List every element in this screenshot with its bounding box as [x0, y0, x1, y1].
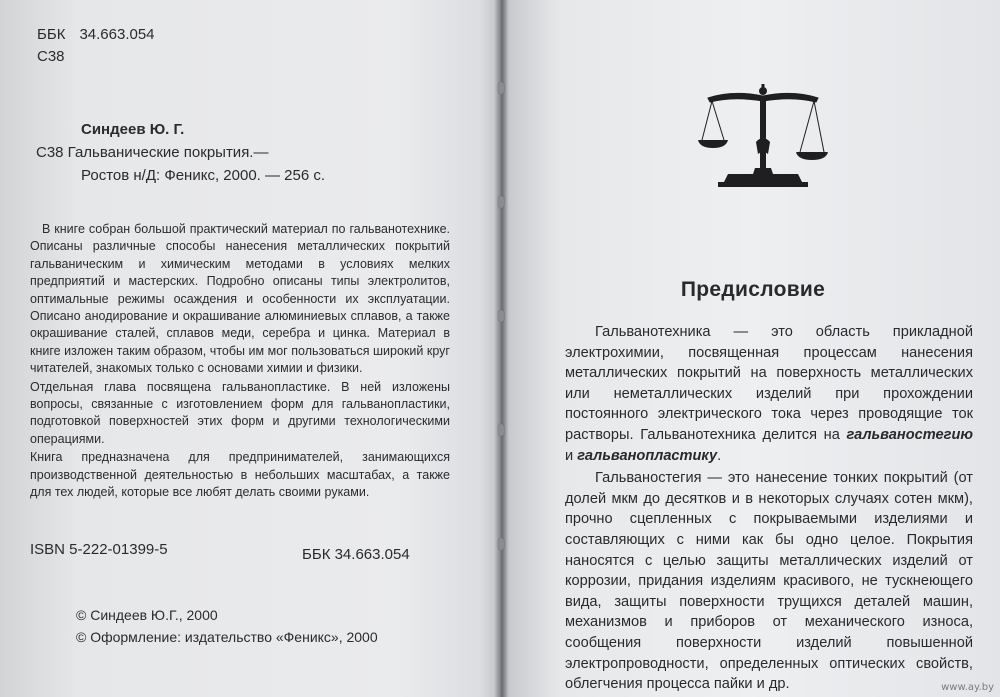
preface-heading: Предисловие	[680, 278, 826, 301]
isbn-number: ISBN 5-222-01399-5	[30, 541, 168, 558]
author-name: Синдеев Ю. Г.	[81, 121, 185, 138]
copyright-author: © Синдеев Ю.Г., 2000	[76, 607, 218, 623]
copyright-design: © Оформление: издательство «Феникс», 2000	[76, 629, 378, 645]
annotation-paragraph-1: В книге собран большой практический материал по гальванотехнике. Описаны различные способы нанесения металлических покрытий гальваническим и химическим методами в условиях мелких предприятий и мастерских. Подробно описаны типы электролитов, оптимальные режимы осаждения и особенности их эксплуатации. Описано анодирование и окрашивание алюминиевых сплавов, а также окрашивание сталей, сплавов меди, серебра и цинка. Материал в книге изложен таким образом, чтобы им мог пользоваться широкий круг читателей, знакомых только с основами химии и физики.	[30, 222, 450, 376]
term-galvanostegy: гальваностегию	[846, 426, 973, 443]
preface-paragraph-2: Гальваностегия — это нанесение тонких покрытий (от долей мкм до десятков и в некоторых случаях сотен мкм), прочно сцепленных с покрываемыми изделиями и составляющих с ними как бы одно целое. Покрытия наносятся с целью защиты металлических изделий от коррозии, придания изделиям красивого, не тускнеющего вида, защиты поверхности трущихся деталей машин, механизмов и приборов от механического износа, сообщения поверхности изделий повышенной электропроводности, определенных оптических свойств, облегчения процесса пайки и др.	[565, 470, 973, 693]
bbk-classification-block	[37, 24, 155, 68]
sentence-end: .	[717, 447, 722, 464]
preface-paragraph-1-text: Гальванотехника — это область прикладной электрохимии, посвященная процессам нанесения металлических покрытий на поверхность металлических или неметаллических изделий при прохождении постоянного электрического тока через проводящие ток растворы. Гальванотехника делится на	[565, 324, 973, 443]
imprint-line: Ростов н/Д: Феникс, 2000. — 256 с.	[81, 167, 326, 184]
left-page	[0, 0, 497, 697]
bbk-code: 34.663.054	[79, 26, 155, 43]
book-annotation	[30, 221, 450, 503]
conjunction-and: и	[565, 447, 578, 464]
preface-text	[565, 322, 973, 695]
copyright-block	[76, 604, 378, 648]
author-code: С38	[37, 48, 65, 65]
right-page	[503, 0, 1000, 697]
bbk-code-bottom: ББК 34.663.054	[302, 546, 410, 563]
annotation-paragraph-3: Книга предназначена для предпринимателей, занимающихся производственной деятельностью в небольших масштабах, а также для тех людей, которые все любят делать своими руками.	[30, 450, 450, 500]
preface-paragraph-1	[565, 322, 973, 466]
annotation-paragraph-2: Отдельная глава посвящена гальванопластике. В ней изложены вопросы, связанные с изготовлением форм для гальванопластики, подготовкой поверхностей этих форм и другими технологическими операциями.	[30, 379, 450, 446]
bibliographic-record	[36, 118, 325, 187]
scales-icon	[698, 82, 828, 192]
source-watermark: www.ay.by	[941, 682, 994, 693]
term-galvanoplasty: гальванопластику	[577, 447, 718, 464]
book-title-line: С38 Гальванические покрытия.—	[36, 144, 269, 161]
bbk-label: ББК	[37, 26, 66, 43]
